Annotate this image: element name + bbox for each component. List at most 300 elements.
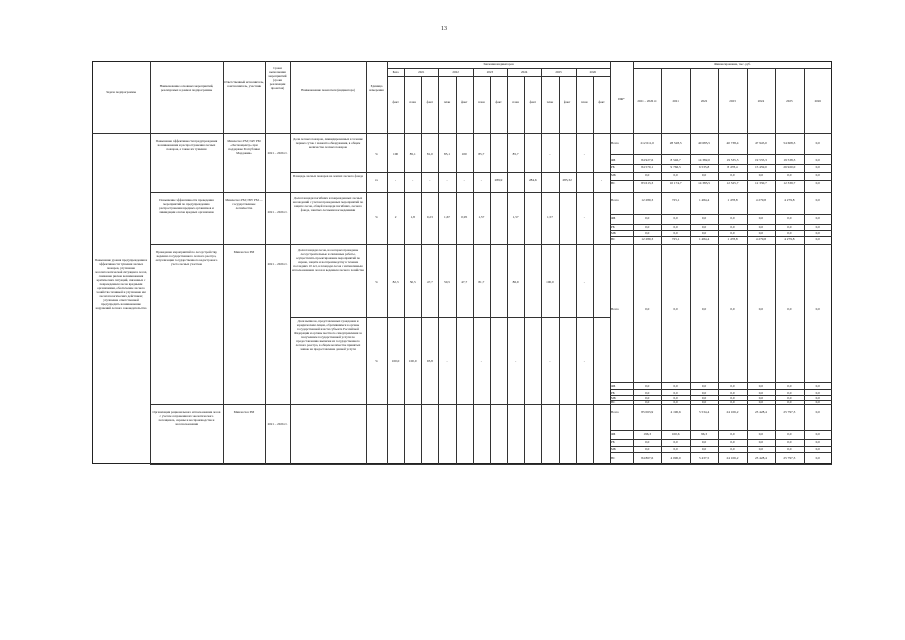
finance-value: 26 920,0	[783, 165, 796, 169]
finance-value: 10 174,7	[669, 181, 682, 185]
grid-line	[610, 154, 832, 155]
indicator-value: -	[600, 178, 602, 182]
finance-value: 0,0	[645, 400, 650, 404]
plan-fact-label: план	[409, 100, 416, 104]
finance-year-label: 2026	[814, 99, 821, 103]
header-source: ИФ*	[618, 97, 625, 101]
grid-line	[610, 214, 832, 215]
finance-value: 0,0	[730, 216, 735, 220]
indicator-value: -	[549, 151, 551, 156]
finance-source: ВС	[611, 456, 616, 460]
finance-value: 0,0	[815, 231, 820, 235]
finance-value: 0,0	[645, 231, 650, 235]
year-label: 2024	[521, 70, 528, 74]
indicator-value: -	[395, 178, 397, 182]
finance-value: 14 382,0	[698, 158, 710, 162]
finance-value: 9 766,5	[670, 165, 681, 169]
term-text: 2021 – 2026 гг.	[267, 262, 288, 266]
finance-value: 0,0	[701, 384, 707, 388]
indicator-value	[524, 280, 541, 285]
plan-fact-label: факт	[529, 100, 536, 104]
executor-text: Минлесхоз РМ	[233, 410, 255, 414]
indicator-value: -	[583, 151, 585, 156]
indicator-value: 85,1	[444, 151, 450, 156]
finance-value: 0,0	[701, 400, 707, 404]
finance-value: 84 927,6	[641, 158, 654, 162]
finance-value: 0,0	[645, 447, 650, 451]
finance-value: 12 289,3	[641, 237, 654, 241]
finance-value: 40 685,5	[698, 141, 710, 145]
finance-value: 4 279,8	[784, 237, 795, 241]
finance-value: 14 383,5	[698, 181, 710, 185]
grid-line	[610, 382, 832, 383]
finance-value: 12 330,7	[754, 181, 767, 185]
finance-value: 0,0	[758, 400, 764, 404]
finance-value: 4 279,8	[784, 198, 795, 202]
indicator-name: Доля площади лесов, на которых проведены лесоустроительные и связанные работы, осуществлять проектирование мероприятий по охране, защите и воспроизводству в течение последних 10 лет, в площади лесов с интенсивным использованием лесов и ведением лесного хозяйства	[292, 248, 364, 272]
plan-fact-label: факт	[426, 100, 434, 104]
measure-text: Повышение эффективности проведения мероприятий по предупреждению распространения вредных организмов и ликвидации очагов вредных организмов	[159, 198, 214, 214]
indicator-name: Площадь лесных пожаров на землях лесного фонда	[292, 174, 364, 178]
indicator-unit: %	[375, 151, 378, 156]
finance-year-label: 2021	[672, 99, 679, 103]
finance-source: Всего	[611, 198, 619, 202]
finance-value: 0,0	[645, 225, 650, 229]
grid-line	[524, 76, 525, 464]
finance-source: ФБ	[611, 158, 616, 162]
grid-line	[610, 389, 832, 390]
finance-value: 0,0	[645, 440, 650, 444]
indicator-value: 1,57	[546, 215, 553, 219]
finance-value: 0,0	[673, 173, 678, 177]
indicator-value	[490, 280, 507, 285]
finance-value: 0,0	[787, 400, 792, 404]
indicator-name: Доля лесных пожаров, ликвидированных в течение первых суток с момента обнаружения, в общем количестве лесных пожаров	[293, 137, 363, 149]
finance-source: Всего	[611, 141, 619, 145]
indicator-value: 1,8	[410, 215, 415, 219]
indicator-value	[541, 178, 558, 183]
finance-value: 0,0	[787, 231, 792, 235]
finance-value: 0,0	[815, 158, 820, 162]
finance-value: 4 190,6	[670, 410, 681, 414]
finance-value: 0,0	[730, 225, 735, 229]
grid-line	[490, 76, 491, 464]
indicator-value: 289,9	[494, 178, 503, 182]
finance-value: 0,0	[730, 173, 735, 177]
indicator-value	[456, 359, 473, 364]
measure-text: Повышение эффективности предупреждения возникновения и распространения лесных пожаров, а также их тушения	[155, 139, 218, 151]
finance-value: 0,0	[701, 396, 707, 400]
finance-value: 24 106,2	[726, 456, 739, 460]
year-label: 2023	[486, 70, 494, 74]
indicator-value: 85,1	[409, 151, 416, 156]
grid-line	[290, 172, 610, 173]
indicator-value	[524, 215, 541, 220]
header-executor: Ответственный исполнитель, соисполнитель, участник	[224, 80, 264, 88]
indicator-value: 85,7	[478, 151, 485, 156]
task-text: Повышение уровня предупреждения и эффективности тушения лесных пожаров, улучшение лесопатологической ситуации в лесах, снижение рисков возникновения критических ситуаций, связанных с повреждением лесов вредными организмами, обеспечение лесного хозяйства техникой и улучшение им лесопатологических действием; улучшение ответственной предупредить возникновение нарушений лесного законодательства	[94, 258, 148, 310]
finance-value: 0,0	[758, 447, 764, 451]
grid-line	[150, 244, 832, 245]
finance-value: 23 428,4	[754, 410, 767, 414]
finance-value: 725,1	[671, 237, 680, 241]
plan-fact-label: план	[443, 100, 451, 104]
grid-line	[404, 76, 405, 464]
finance-value: 0,0	[815, 225, 820, 229]
plan-fact-label: факт	[495, 100, 502, 104]
grid-line	[593, 76, 594, 464]
finance-value: 84 867,6	[641, 456, 654, 460]
indicator-value: 1,67	[444, 215, 450, 219]
plan-fact-label: план	[581, 100, 588, 104]
finance-value: 0,0	[787, 216, 792, 220]
finance-value: 12 289,3	[641, 198, 654, 202]
term-text: 2021 – 2026 гг.	[267, 422, 288, 426]
indicator-value: 0,95	[461, 215, 468, 219]
indicator-value	[524, 359, 541, 364]
finance-year-label: 2024	[757, 99, 765, 103]
plan-fact-label: план	[546, 100, 554, 104]
finance-source: ФБ	[611, 384, 616, 388]
grid-line	[421, 76, 422, 464]
indicator-unit: %	[375, 358, 378, 363]
finance-value: 40 738,4	[726, 141, 739, 145]
finance-value: 96,3	[701, 432, 708, 436]
header-unit: Единица измерения	[369, 84, 384, 92]
indicator-value: -	[446, 178, 448, 182]
indicator-value: -	[480, 358, 482, 363]
finance-value: 0,0	[815, 456, 820, 460]
finance-value: 19 538,3	[783, 158, 796, 162]
indicator-value	[559, 280, 576, 285]
finance-value: 15 459,0	[754, 165, 767, 169]
indicator-value: 82,3	[392, 279, 399, 284]
finance-source: ФБ	[611, 216, 616, 220]
indicator-value: -	[480, 178, 482, 182]
finance-value: 0,0	[673, 400, 678, 404]
year-label: 2022	[452, 70, 459, 74]
finance-value: 0,0	[701, 231, 707, 235]
finance-year-label: 2023	[729, 99, 736, 103]
finance-value: 28 528,5	[669, 141, 682, 145]
finance-value: 0,0	[645, 216, 650, 220]
indicator-value: 47,7	[461, 279, 468, 284]
finance-value: 0,0	[701, 391, 707, 395]
finance-value: 4 279,8	[755, 198, 766, 202]
finance-value: 0,0	[787, 225, 792, 229]
grid-line	[559, 76, 560, 464]
finance-value: 0,0	[701, 225, 707, 229]
plan-fact-label: план	[512, 100, 519, 104]
finance-value: 0,0	[815, 141, 820, 145]
indicator-value	[593, 280, 610, 285]
indicator-value	[559, 152, 576, 157]
executor-text: Минлесхоз РМ; ГБУ РМ — государственные лесничества	[225, 198, 263, 210]
indicator-value: 85,7	[512, 151, 519, 156]
finance-value: 0,0	[673, 307, 678, 311]
indicator-value	[559, 215, 576, 220]
finance-value: 0,0	[673, 216, 678, 220]
finance-value: 0,0	[815, 165, 820, 169]
finance-source: ВС	[611, 181, 616, 185]
finance-value: 12 325,7	[726, 181, 739, 185]
indicator-value	[593, 152, 610, 157]
finance-value: 84 570,1	[641, 165, 654, 169]
indicator-value	[507, 178, 524, 183]
finance-value: 12 339,7	[783, 181, 796, 185]
finance-value: 0,0	[787, 440, 792, 444]
indicator-value: 1,57	[512, 215, 519, 219]
finance-value: 25 797,3	[783, 410, 796, 414]
indicator-value: 47,7	[426, 279, 433, 284]
finance-value: 725,1	[671, 198, 680, 202]
finance-value: 0,0	[701, 440, 707, 444]
grid-line	[438, 76, 439, 464]
finance-value: 0,0	[701, 216, 707, 220]
finance-source: МБ	[611, 447, 616, 451]
indicator-name: Доля площади погибших и поврежденных лесных насаждений с учетом проведенных мероприятий по защите лесов, общей площади погибших, лесного фонда, занятых лесными насаждениями	[292, 196, 364, 212]
grid-line	[290, 317, 610, 318]
finance-source: ФБ	[611, 432, 616, 436]
finance-value: 8 546,7	[670, 158, 681, 162]
indicator-value	[576, 178, 593, 183]
grid-line	[507, 76, 508, 464]
finance-value: 0,0	[758, 391, 764, 395]
finance-value: 24 106,2	[726, 410, 739, 414]
finance-value: 0,0	[673, 391, 678, 395]
finance-value: 8 478,4	[727, 165, 738, 169]
finance-value: 4 279,8	[755, 237, 766, 241]
indicator-value: 285,32	[562, 178, 572, 182]
finance-value: 0,0	[645, 173, 650, 177]
finance-value: 0,0	[701, 173, 707, 177]
finance-value: 0,0	[645, 384, 650, 388]
grid-line	[150, 464, 832, 465]
finance-value: 0,0	[787, 391, 792, 395]
finance-value: 0,0	[815, 216, 820, 220]
indicator-value: 2	[394, 215, 397, 219]
finance-source: ВС	[611, 237, 616, 241]
finance-value: 212 611,0	[640, 141, 654, 145]
indicator-value	[490, 152, 507, 157]
page-number: 13	[441, 26, 447, 32]
indicator-value: 81,7	[478, 279, 485, 284]
term-text: 2021 – 2026 гг.	[267, 210, 288, 214]
indicator-value: 1,57	[478, 215, 485, 219]
finance-source: Всего	[611, 307, 619, 311]
finance-value: 0,0	[787, 432, 792, 436]
finance-value: 1 484,4	[698, 198, 710, 202]
finance-value: 0,0	[758, 440, 764, 444]
finance-value: 0,0	[815, 432, 820, 436]
finance-value: 85 063,9	[641, 410, 654, 414]
finance-value: 0,0	[730, 391, 735, 395]
finance-value: 0,0	[815, 198, 820, 202]
grid-line	[610, 430, 832, 431]
finance-value: 100,6	[671, 432, 680, 436]
finance-source: РБ	[611, 440, 615, 444]
indicator-value	[593, 215, 610, 220]
indicator-value: 93,8	[426, 358, 433, 363]
indicator-value: -	[429, 178, 431, 182]
finance-value: 23 428,4	[754, 456, 767, 460]
finance-value: 0,0	[787, 384, 792, 388]
finance-value: 0,0	[815, 410, 820, 414]
finance-value: 4 090,0	[670, 456, 681, 460]
grid-line	[473, 76, 474, 464]
indicator-value: 100	[461, 151, 467, 156]
finance-year-label: 2021 – 2026 гг.	[637, 99, 658, 103]
indicator-value: -	[463, 178, 465, 182]
finance-value: 0,0	[787, 307, 792, 311]
finance-value: 0,0	[673, 225, 678, 229]
indicator-value: 86,9	[512, 279, 519, 284]
year-label: 2025	[555, 70, 562, 74]
finance-value: 0,0	[815, 173, 820, 177]
grid-line	[576, 76, 577, 464]
finance-value: 0,0	[673, 440, 678, 444]
finance-value: 6 535,8	[698, 165, 710, 169]
executor-text: Минлесхоз РМ; ГАУ РМ «Леспожцентр» при поддержке Республики Мордовия»	[227, 139, 261, 155]
finance-value: 0,0	[815, 237, 820, 241]
indicator-value: 284,6	[528, 178, 537, 182]
finance-value: 0,0	[730, 396, 735, 400]
finance-source: МБ	[611, 231, 616, 235]
plan-fact-label: факт	[392, 100, 399, 104]
finance-value: 5 437,5	[698, 456, 710, 460]
finance-value: 0,0	[815, 400, 820, 404]
indicator-unit: %	[375, 215, 378, 219]
finance-value: 25 797,3	[783, 456, 796, 460]
finance-value: 0,0	[673, 447, 678, 451]
finance-value: 0,0	[730, 231, 735, 235]
header-task: Задача подпрограммы	[106, 90, 136, 94]
finance-value: 0,0	[758, 396, 764, 400]
finance-value: 0,0	[673, 396, 678, 400]
finance-value: 0,0	[701, 307, 707, 311]
finance-value: 83 613,3	[641, 181, 654, 185]
finance-value: 0,0	[815, 396, 820, 400]
indicator-value: 100	[393, 151, 399, 156]
indicator-value: 0,23	[426, 215, 433, 219]
indicator-value: -	[412, 178, 414, 182]
finance-value: 0,0	[758, 225, 764, 229]
finance-source: РБ	[611, 225, 615, 229]
finance-source: РБ	[611, 165, 615, 169]
year-label: База	[392, 70, 399, 74]
finance-value: 196,3	[643, 432, 652, 436]
indicator-value: -	[583, 215, 585, 219]
grid-line	[541, 76, 542, 464]
indicator-value: 100,0	[391, 358, 400, 363]
finance-value: 0,0	[730, 432, 735, 436]
finance-value: 0,0	[815, 181, 820, 185]
finance-value: 1 484,4	[698, 237, 710, 241]
finance-value: 0,0	[645, 396, 650, 400]
indicator-value	[490, 359, 507, 364]
grid-line	[610, 452, 832, 453]
indicator-value: 50,5	[444, 279, 450, 284]
indicator-value	[490, 215, 507, 220]
plan-fact-label: факт	[460, 100, 468, 104]
finance-value: 0,0	[815, 307, 820, 311]
year-label: 2026	[589, 70, 597, 74]
executor-text: Минлесхоз РМ	[233, 250, 255, 254]
finance-value: 0,0	[815, 447, 820, 451]
header-indicators-group: Значения индикаторов	[483, 62, 514, 66]
finance-value: 1 478,8	[727, 237, 738, 241]
finance-value: 0,0	[787, 173, 792, 177]
finance-source: РБ	[611, 391, 615, 395]
finance-value: 0,0	[730, 307, 735, 311]
finance-value: 5 534,4	[698, 410, 710, 414]
indicator-value: -	[583, 279, 585, 284]
plan-fact-label: факт	[598, 100, 605, 104]
indicator-unit: га	[375, 178, 378, 182]
indicator-value: -	[515, 358, 517, 363]
indicator-value: -	[446, 358, 448, 363]
finance-value: 0,0	[758, 384, 764, 388]
finance-year-label: 2022	[700, 99, 708, 103]
finance-value: 19 535,3	[726, 158, 739, 162]
finance-year-label: 2025	[786, 99, 793, 103]
year-label: 2021	[418, 70, 425, 74]
finance-value: 0,0	[758, 216, 764, 220]
indicator-unit: %	[375, 279, 378, 284]
finance-value: 0,0	[645, 307, 650, 311]
measure-text: Проведение мероприятий по лесоустройству, ведению государственного лесного реестра, актуализации государственного кадастрового учета лесных участков	[155, 250, 218, 266]
finance-value: 0,0	[758, 307, 764, 311]
finance-value: 54 608,3	[783, 141, 796, 145]
finance-value: 0,0	[815, 440, 820, 444]
grid-line	[92, 133, 832, 134]
indicator-value	[524, 152, 541, 157]
finance-value: 0,0	[815, 384, 820, 388]
finance-value: 0,0	[758, 432, 764, 436]
finance-value: 0,0	[730, 447, 735, 451]
finance-value: 0,0	[730, 400, 735, 404]
indicator-value	[593, 359, 610, 364]
finance-value: 1 478,8	[727, 198, 738, 202]
grid-line	[633, 68, 832, 69]
indicator-value: 100,0	[408, 358, 417, 363]
indicator-value: 100,0	[546, 279, 554, 284]
term-text: 2021 – 2026 гг.	[267, 151, 288, 155]
finance-value: 0,0	[758, 173, 764, 177]
grid-line	[456, 76, 457, 464]
finance-value: 47 945,0	[754, 141, 767, 145]
finance-value: 0,0	[815, 391, 820, 395]
header-term: Сроки выполнения мероприятий (сроки реализации проектов)	[268, 66, 287, 90]
finance-source: ВС	[611, 400, 616, 404]
finance-source: МБ	[611, 173, 616, 177]
grid-line	[150, 192, 832, 193]
finance-value: 0,0	[730, 384, 735, 388]
indicator-name: Доля выписок, представленных гражданам и юридическим лицам, обратившимся в органы государственной власти субъекта Российской Федерации и органы местного самоуправления за получением государственной услуги по предоставлению выписки из государственного лесного реестра, в общем количестве принятых заявок на предоставление данной услуги	[294, 319, 362, 351]
finance-value: 0,0	[645, 391, 650, 395]
finance-source: МБ	[611, 396, 616, 400]
indicator-value: 81,0	[426, 151, 433, 156]
finance-value: 19 535,3	[754, 158, 767, 162]
indicator-value: -	[583, 358, 585, 363]
header-indicator: Наименование показателя (индикатора)	[301, 88, 355, 92]
finance-value: 0,0	[701, 447, 707, 451]
indicator-value	[559, 359, 576, 364]
finance-value: 0,0	[758, 231, 764, 235]
finance-value: 0,0	[673, 384, 678, 388]
finance-value: 0,0	[787, 396, 792, 400]
finance-value: 0,0	[787, 447, 792, 451]
